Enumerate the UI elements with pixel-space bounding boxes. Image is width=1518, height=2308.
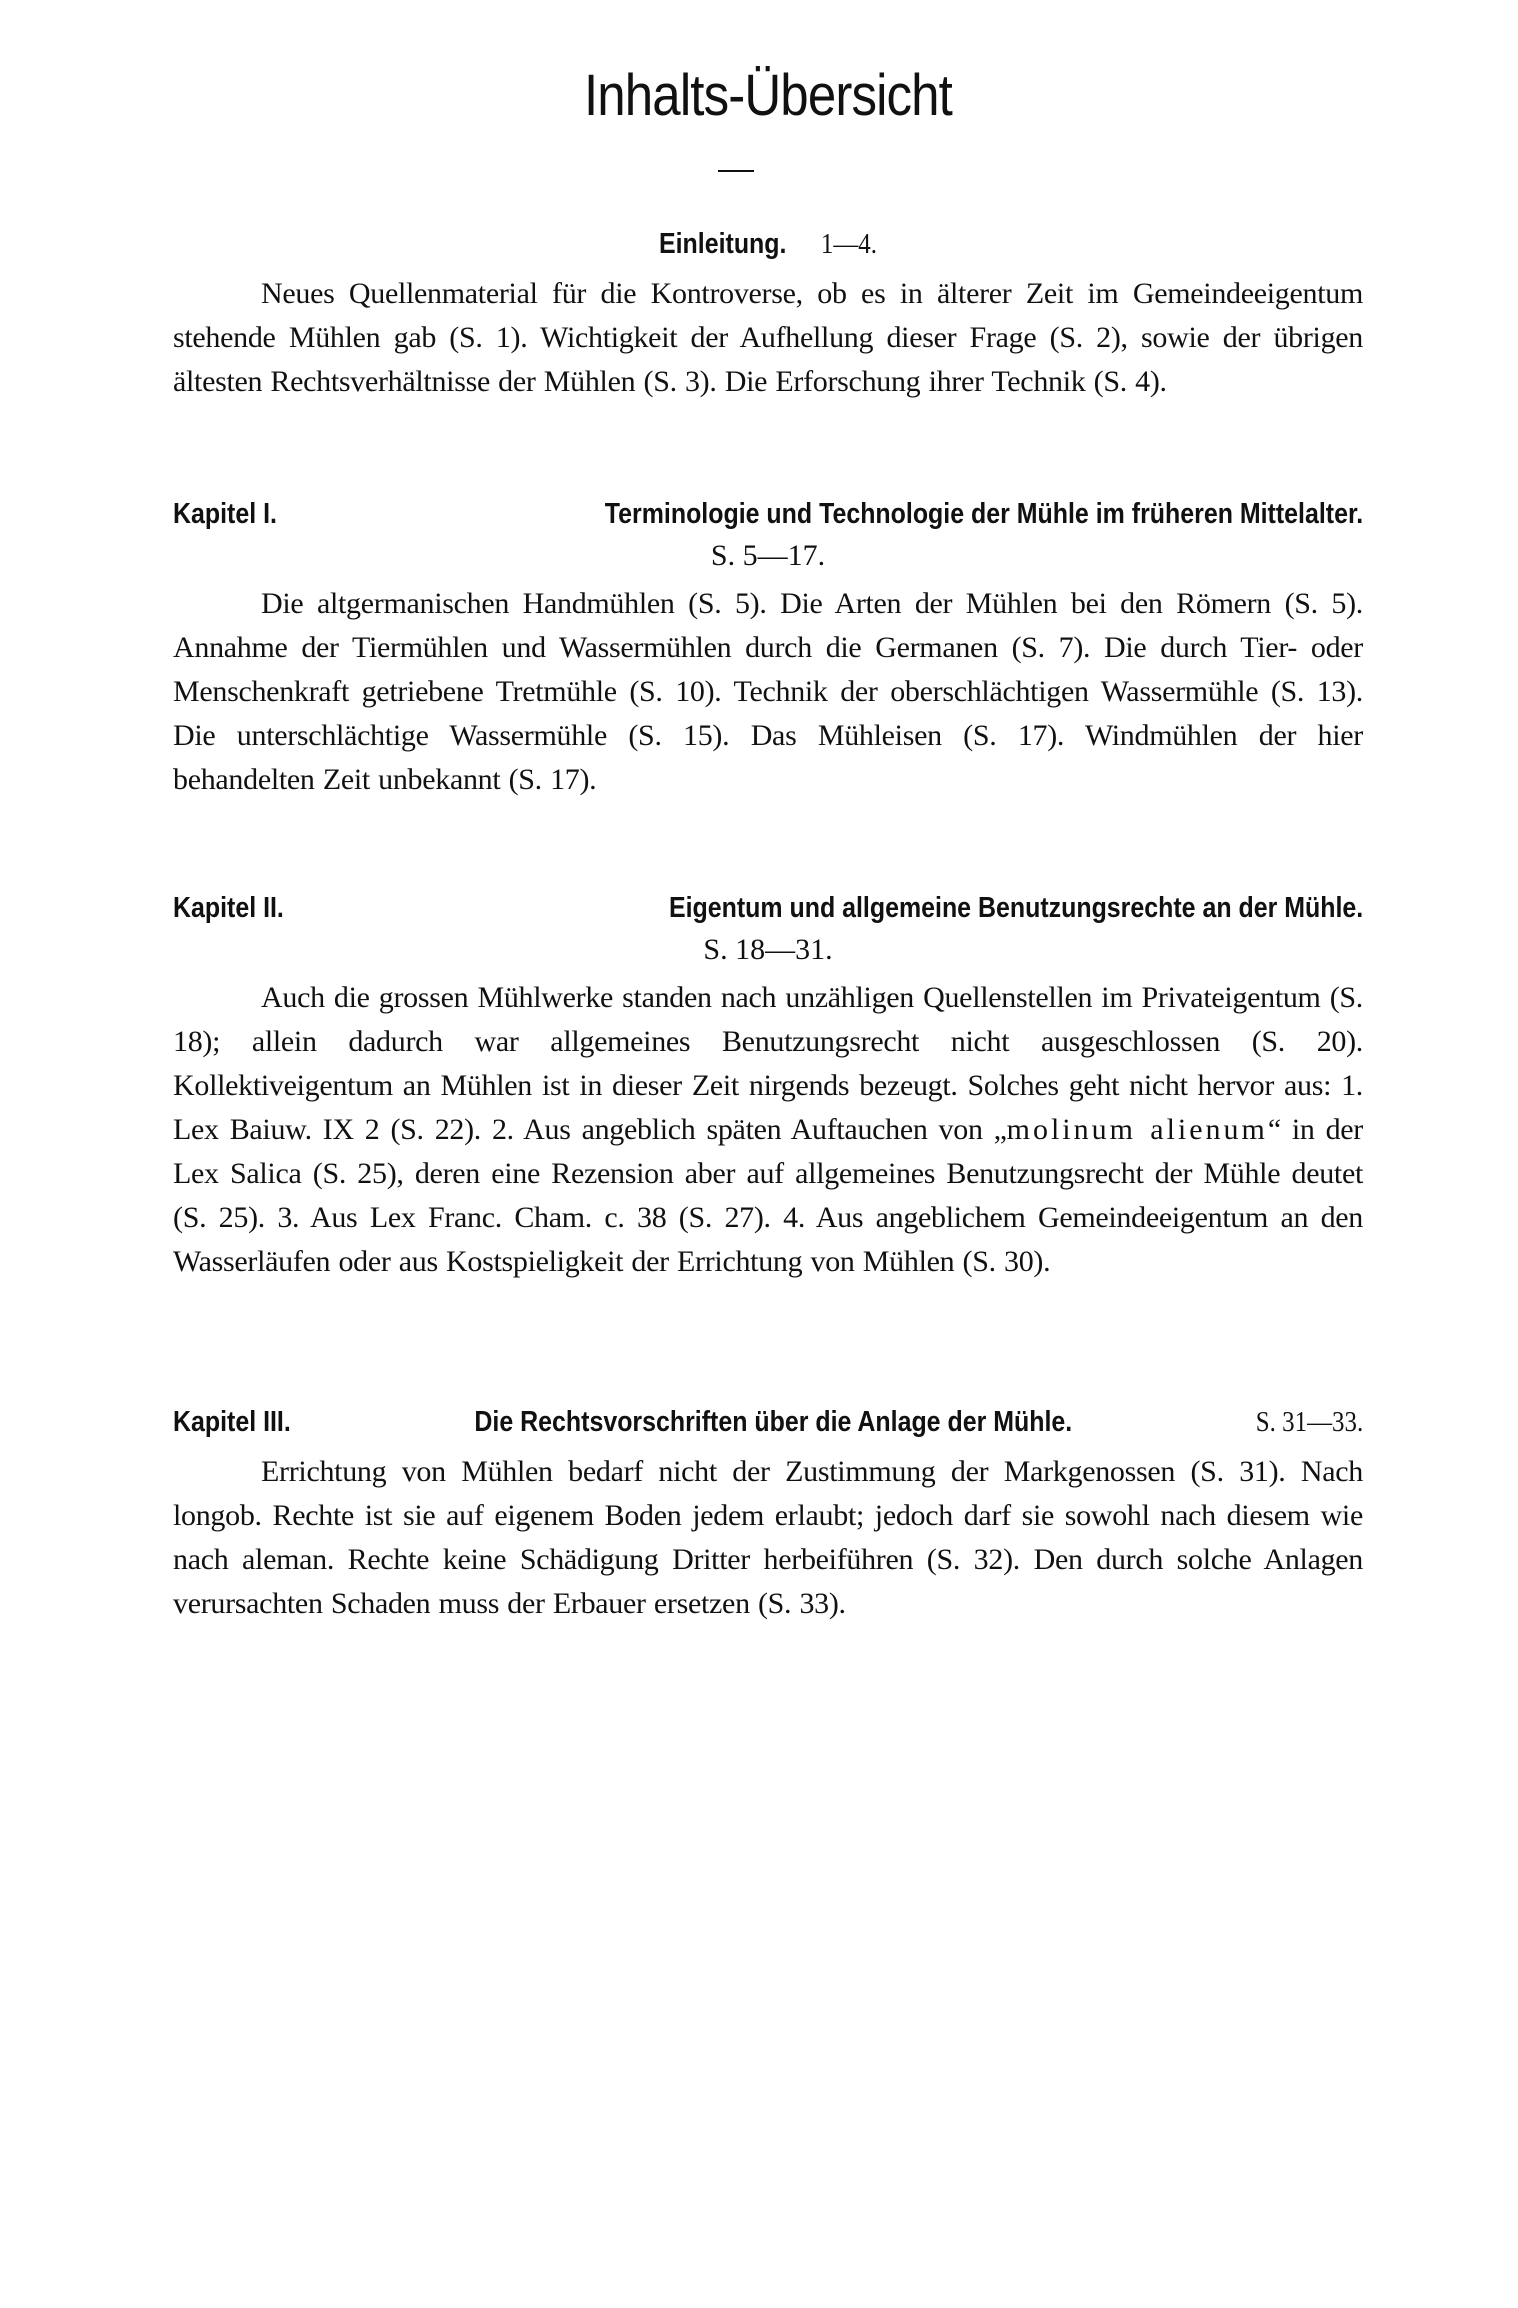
chapter-pages: S. 5—17. (710, 539, 826, 572)
section-summary: Neues Quellenmaterial für die Kontroverse, ob es in älterer Zeit im Gemeindeeigentum stehende Mühlen gab (S. 1). Wichtigkeit der Aufhellung dieser Frage (S. 2), sowie der übrigen ältesten Rechtsverhältnisse der Mühlen (S. 3). Die Erforschung ihrer Technik (S. 4). (173, 277, 1363, 398)
chapter-summary (173, 976, 1363, 1284)
chapter-summary: Errichtung von Mühlen bedarf nicht der Zustimmung der Markgenossen (S. 31). Nach longob. Rechte ist sie auf eigenem Boden jedem erlaubt; jedoch darf sie sowohl nach diesem wie nach aleman. Rechte keine Schädigung Dritter herbeiführen (S. 32). Den durch solche Anlagen verursachten Schaden muss der Erbauer ersetzen (S. 33). (173, 1455, 1363, 1620)
title-divider (718, 170, 754, 172)
chapter-label: Kapitel I. (173, 498, 277, 530)
heading-title: Einleitung. (659, 228, 787, 260)
section-kapitel-2 (173, 886, 1363, 1284)
summary-text-2: “ in der Lex Salica (S. 25), deren eine Rezension aber auf allgemeines Benutzungsrecht der Mühle deutet (S. 25). 3. Aus Lex Franc. Cham. c. 38 (S. 27). 4. Aus angeblichem Gemeindeeigentum an den Wasserläufen oder aus Kostspieligkeit der Errichtung von Mühlen (S. 30). (173, 1113, 1363, 1278)
chapter-heading (173, 1400, 1363, 1444)
chapter-title: Terminologie und Technologie der Mühle im früheren Mittelalter. (604, 498, 1364, 530)
chapter-title: Eigentum und allgemeine Benutzungsrechte an der Mühle. (668, 892, 1364, 924)
section-kapitel-3 (173, 1400, 1363, 1626)
chapter-heading (173, 886, 1363, 930)
section-einleitung (173, 222, 1363, 404)
summary-quoted-term: molinum alienum (1006, 1113, 1268, 1146)
chapter-summary: Die altgermanischen Handmühlen (S. 5). Die Arten der Mühlen bei den Römern (S. 5). Annahme der Tiermühlen und Wassermühlen durch die Germanen (S. 7). Die durch Tier- oder Menschenkraft getriebene Tretmühle (S. 10). Technik der oberschlächtigen Wassermühle (S. 13). Die unterschlächtige Wassermühle (S. 15). Das Mühleisen (S. 17). Windmühlen der hier behandelten Zeit unbekannt (S. 17). (173, 587, 1363, 796)
chapter-pages: S. 18—31. (703, 933, 833, 966)
summary-text-1: Auch die grossen Mühlwerke standen nach unzähligen Quellenstellen im Privateigentum (S. 18); allein dadurch war allgemeines Benutzungsrecht nicht ausgeschlossen (S. 20). Kollektiveigentum an Mühlen ist in dieser Zeit nirgends bezeugt. Solches geht nicht hervor aus: 1. Lex Baiuw. IX 2 (S. 22). 2. Aus angeblich späten Auftauchen von „ (173, 981, 1363, 1146)
chapter-label: Kapitel II. (173, 892, 284, 924)
chapter-label: Kapitel III. (173, 1406, 291, 1438)
heading-pages: 1—4. (820, 228, 877, 260)
section-heading (173, 222, 1363, 266)
section-kapitel-1 (173, 492, 1363, 802)
page-title: Inhalts-Übersicht (583, 63, 952, 128)
chapter-heading (173, 492, 1363, 536)
chapter-title: Die Rechtsvorschriften über die Anlage der Mühle. (474, 1406, 1073, 1438)
chapter-pages: S. 31—33. (1255, 1406, 1364, 1438)
